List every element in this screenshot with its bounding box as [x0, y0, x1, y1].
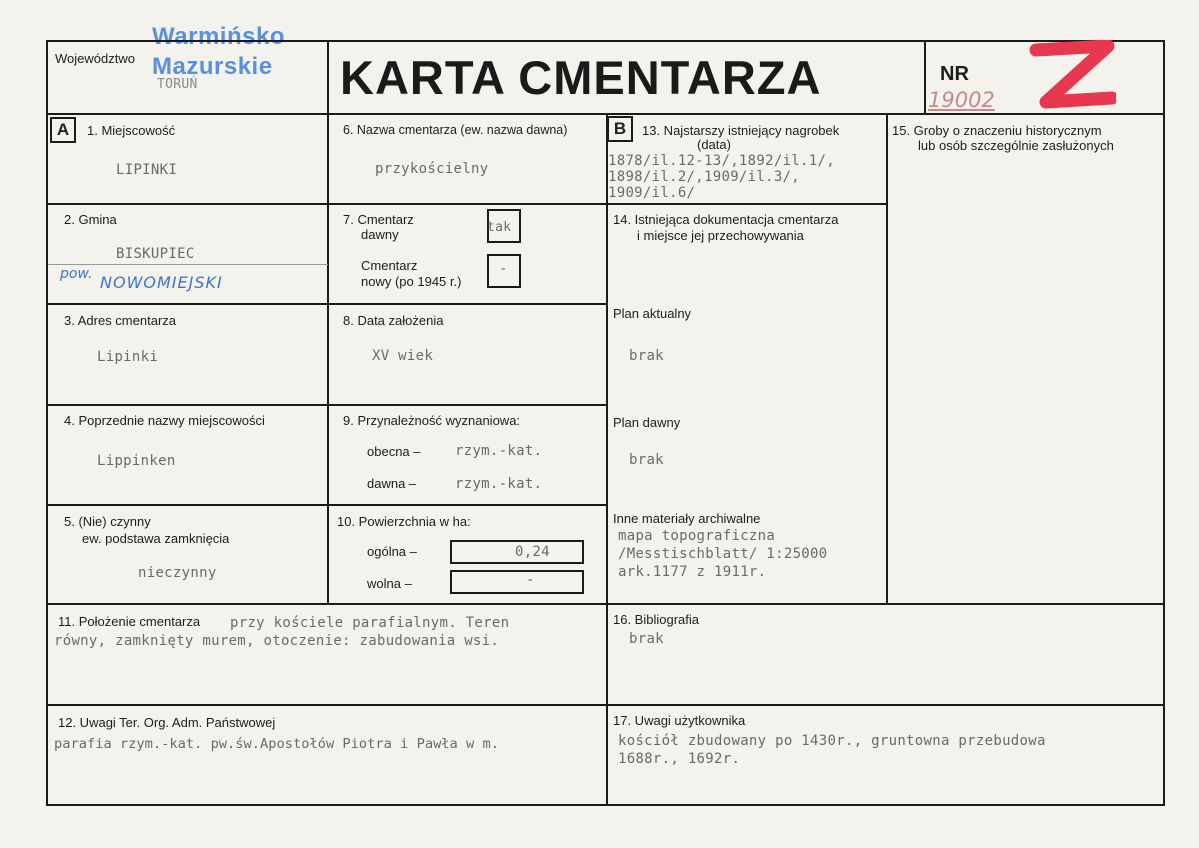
powiat-prefix: pow.	[60, 266, 93, 282]
field-7-dawny-label: dawny	[361, 227, 399, 242]
field-10-wolna-value: -	[526, 572, 535, 588]
nr-label: NR	[940, 63, 969, 85]
powiat-value: NOWOMIEJSKI	[100, 273, 223, 292]
field-13-line-2: 1898/il.2/,1909/il.3/,	[608, 169, 801, 185]
field-17-value-2: 1688r., 1692r.	[618, 751, 741, 767]
field-5-value: nieczynny	[138, 565, 217, 581]
stamp-voivodeship-line2: Mazurskie	[152, 53, 273, 80]
field-2-label: 2. Gmina	[64, 212, 117, 227]
field-9-obecna-value: rzym.-kat.	[455, 443, 543, 459]
red-z-marker-icon	[1028, 40, 1116, 112]
section-a-box: A	[50, 117, 76, 143]
torun-stamp-text: TORUŃ	[157, 77, 198, 92]
field-9-label: 9. Przynależność wyznaniowa:	[343, 413, 521, 428]
page-title: KARTA CMENTARZA	[340, 51, 822, 104]
field-10-wolna-label: wolna –	[367, 576, 412, 591]
inne-materialy-label: Inne materiały archiwalne	[613, 511, 761, 526]
field-13-line-1: 1878/il.12-13/,1892/il.1/,	[608, 153, 835, 169]
wojewodztwo-label: Województwo	[55, 51, 135, 66]
field-10-label: 10. Powierzchnia w ha:	[337, 514, 471, 529]
section-b-box: B	[607, 116, 633, 142]
field-9-obecna-label: obecna –	[367, 444, 421, 459]
field-11-value-1: przy kościele parafialnym. Teren	[230, 615, 510, 631]
stamp-voivodeship-line1: Warmińsko	[152, 23, 285, 50]
field-15-label-2: lub osób szczególnie zasłużonych	[918, 138, 1114, 153]
field-3-value: Lipinki	[97, 349, 159, 365]
field-17-label: 17. Uwagi użytkownika	[613, 713, 746, 728]
field-4-value: Lippinken	[97, 453, 176, 469]
field-16-label: 16. Bibliografia	[613, 612, 699, 627]
field-4-label: 4. Poprzednie nazwy miejscowości	[64, 413, 265, 428]
field-7-label: 7. Cmentarz	[343, 212, 414, 227]
field-5-label-2: ew. podstawa zamknięcia	[82, 531, 230, 546]
inne-materialy-line-1: mapa topograficzna	[618, 528, 776, 544]
field-2-divider	[48, 264, 328, 265]
field-8-value: XV wiek	[372, 348, 434, 364]
field-10-ogolna-label: ogólna –	[367, 544, 417, 559]
field-1-label: 1. Miejscowość	[87, 123, 176, 138]
inne-materialy-line-3: ark.1177 z 1911r.	[618, 564, 767, 580]
field-12-label: 12. Uwagi Ter. Org. Adm. Państwowej	[58, 715, 276, 730]
plan-aktualny-label: Plan aktualny	[613, 306, 692, 321]
field-6-value: przykościelny	[375, 161, 489, 177]
field-3-label: 3. Adres cmentarza	[64, 313, 176, 328]
field-10-ogolna-value: 0,24	[515, 544, 550, 560]
field-6-label: 6. Nazwa cmentarza (ew. nazwa dawna)	[343, 123, 568, 137]
field-13-label-1: 13. Najstarszy istniejący nagrobek	[642, 123, 840, 138]
field-1-value: LIPINKI	[116, 162, 178, 178]
plan-dawny-value: brak	[629, 452, 664, 468]
field-2-value: BISKUPIEC	[116, 246, 195, 262]
field-12-value: parafia rzym.-kat. pw.św.Apostołów Piotra i Pawła w m.	[54, 736, 499, 752]
field-5-label-1: 5. (Nie) czynny	[64, 514, 151, 529]
nr-handwritten-value: 19002	[928, 88, 995, 112]
inne-materialy-line-2: /Messtischblatt/ 1:25000	[618, 546, 828, 562]
field-7-nowy-value: -	[499, 261, 508, 277]
field-16-value: brak	[629, 631, 664, 647]
field-17-value-1: kościół zbudowany po 1430r., gruntowna przebudowa	[618, 733, 1046, 749]
field-14-label-1: 14. Istniejąca dokumentacja cmentarza	[613, 212, 839, 227]
field-15-label-1: 15. Groby o znaczeniu historycznym	[892, 123, 1102, 138]
field-10-wolna-box	[450, 570, 584, 594]
plan-aktualny-value: brak	[629, 348, 664, 364]
field-11-value-2: równy, zamknięty murem, otoczenie: zabudowania wsi.	[54, 633, 500, 649]
field-13-label-2: (data)	[697, 137, 731, 152]
field-7-dawny-value: tak	[487, 220, 512, 235]
field-14-label-2: i miejsce jej przechowywania	[637, 228, 804, 243]
field-9-dawna-label: dawna –	[367, 476, 417, 491]
field-7-nowy-label-1: Cmentarz	[361, 258, 418, 273]
field-8-label: 8. Data założenia	[343, 313, 444, 328]
field-9-dawna-value: rzym.-kat.	[455, 476, 543, 492]
plan-dawny-label: Plan dawny	[613, 415, 681, 430]
field-13-line-3: 1909/il.6/	[608, 185, 696, 201]
field-11-label: 11. Położenie cmentarza	[58, 614, 201, 629]
field-7-nowy-label-2: nowy (po 1945 r.)	[361, 274, 462, 289]
